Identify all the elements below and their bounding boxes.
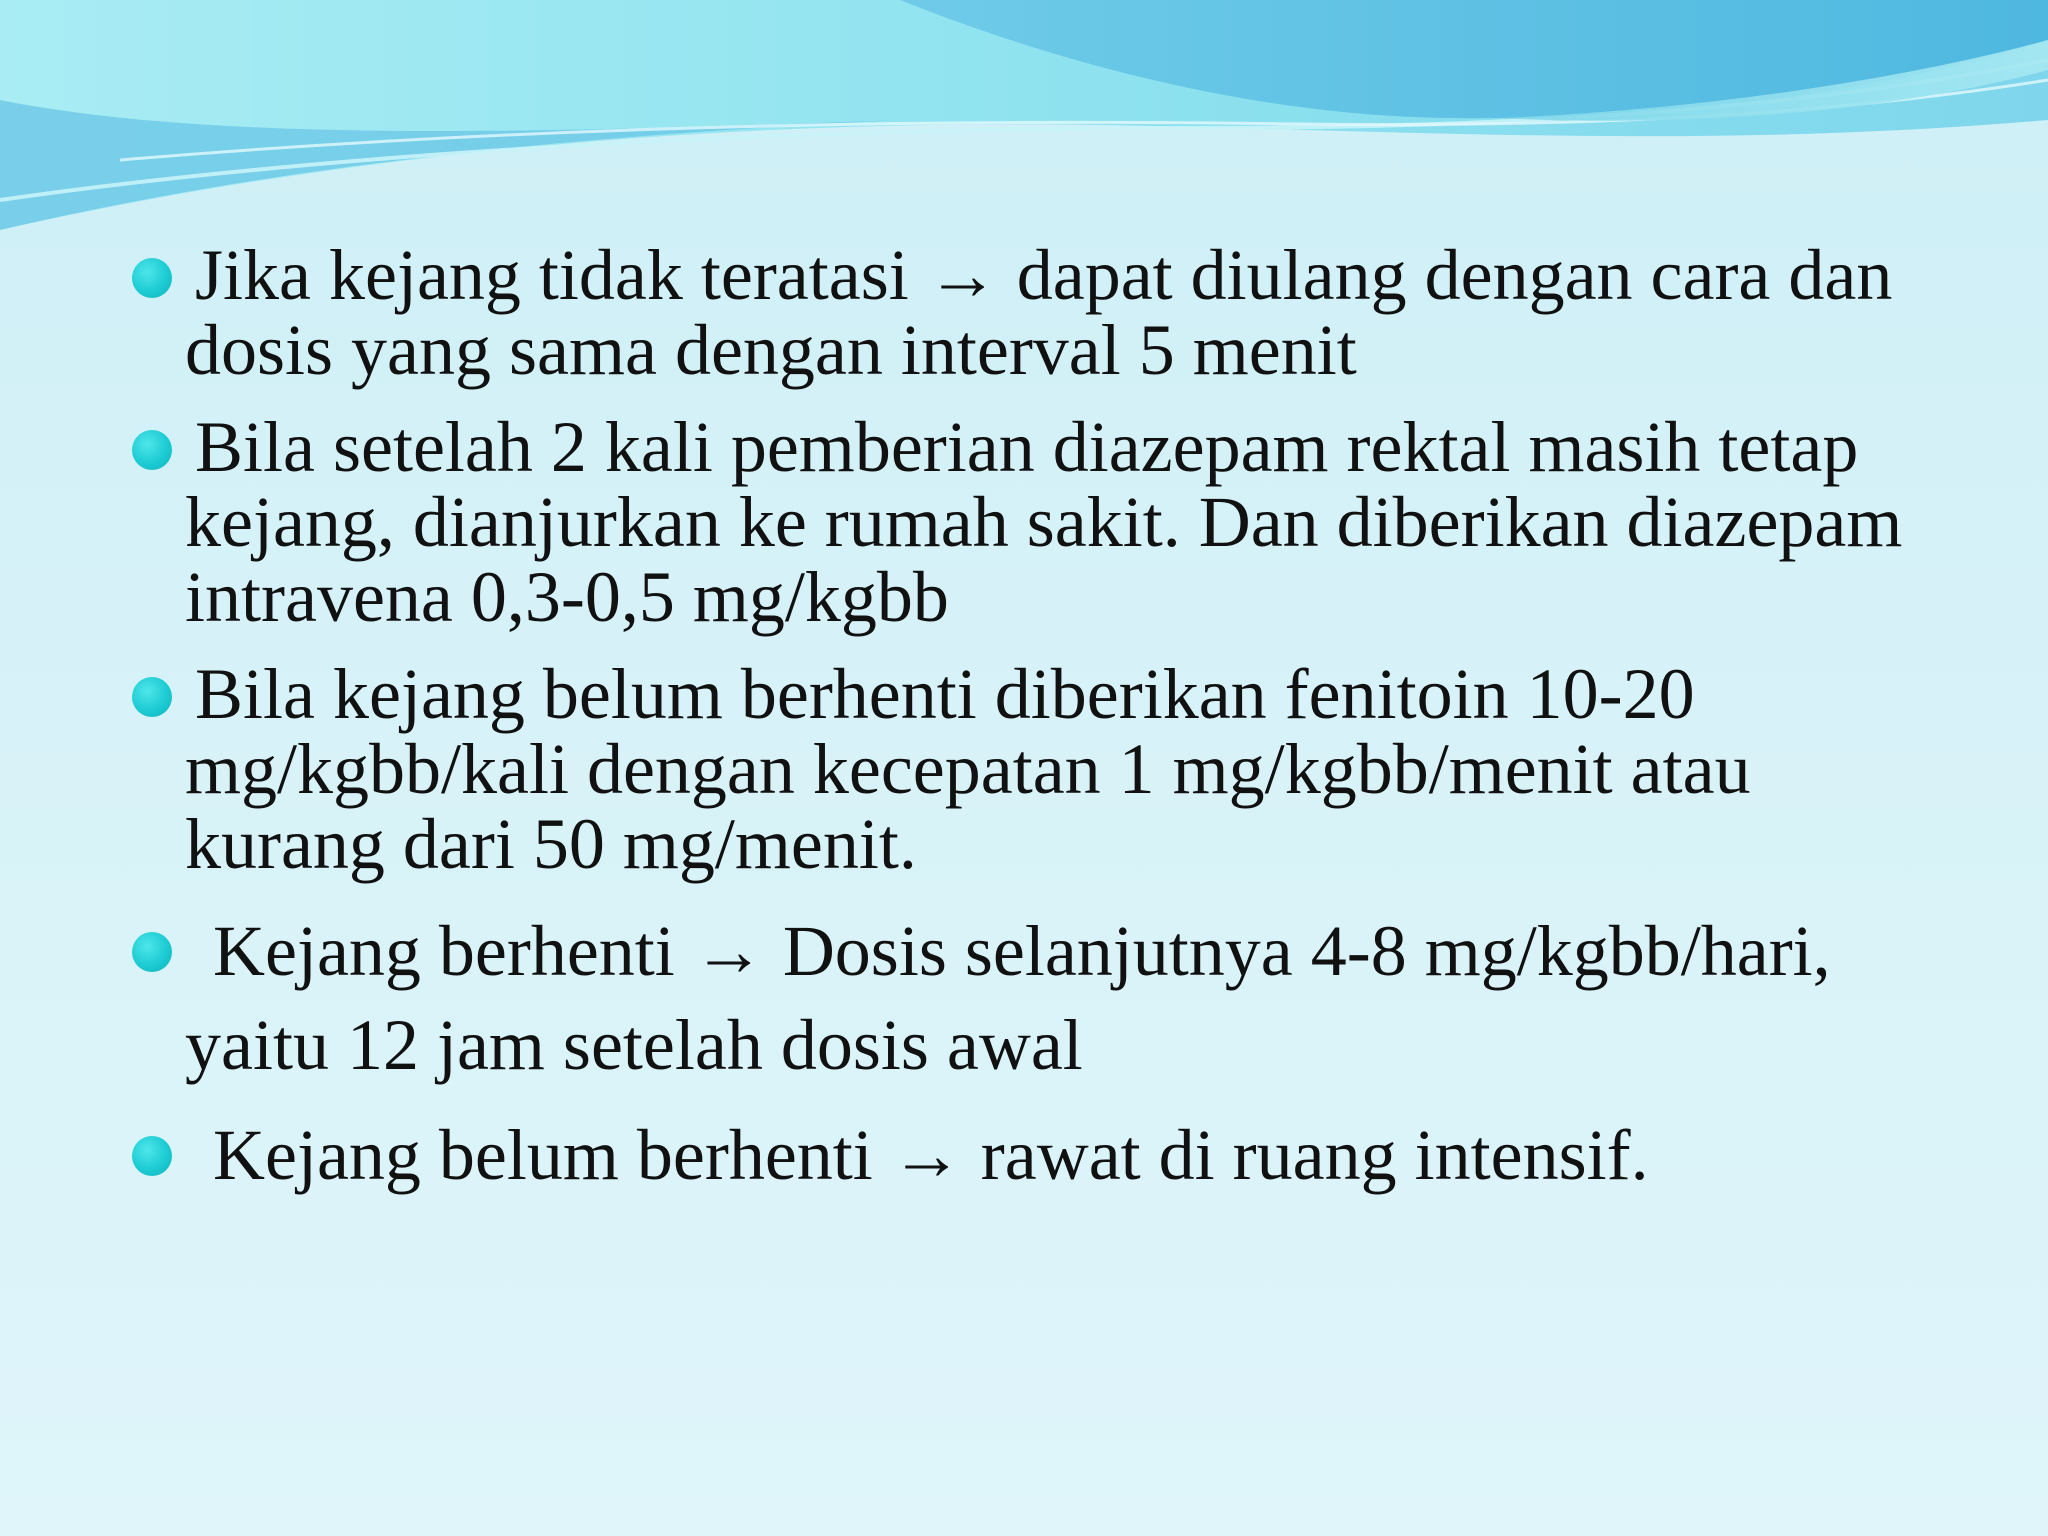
bullet-item (132, 235, 1932, 390)
filled-circle-bullet-icon (132, 258, 172, 298)
bullet-text: Jika kejang tidak teratasi → dapat diulang dengan cara dan dosis yang sama dengan interval 5 menit (185, 235, 1893, 390)
filled-circle-bullet-icon (132, 1136, 172, 1176)
bullet-item (132, 407, 1932, 637)
bullet-item (132, 654, 1932, 884)
bullet-item (132, 1108, 1932, 1202)
bullet-text: Kejang berhenti → Dosis selanjutnya 4-8 mg/kgbb/hari, yaitu 12 jam setelah dosis awal (185, 911, 1831, 1085)
wave-decoration (0, 0, 2048, 240)
bullet-list (132, 235, 1932, 1218)
filled-circle-bullet-icon (132, 677, 172, 717)
filled-circle-bullet-icon (132, 932, 172, 972)
bullet-text: Kejang belum berhenti → rawat di ruang intensif. (213, 1115, 1649, 1195)
bullet-text: Bila kejang belum berhenti diberikan fenitoin 10-20 mg/kgbb/kali dengan kecepatan 1 mg/kgbb/menit atau kurang dari 50 mg/menit. (185, 654, 1751, 884)
bullet-text: Bila setelah 2 kali pemberian diazepam rektal masih tetap kejang, dianjurkan ke rumah sakit. Dan diberikan diazepam intravena 0,3-0,5 mg/kgbb (185, 407, 1903, 637)
bullet-item (132, 904, 1932, 1092)
filled-circle-bullet-icon (132, 430, 172, 470)
